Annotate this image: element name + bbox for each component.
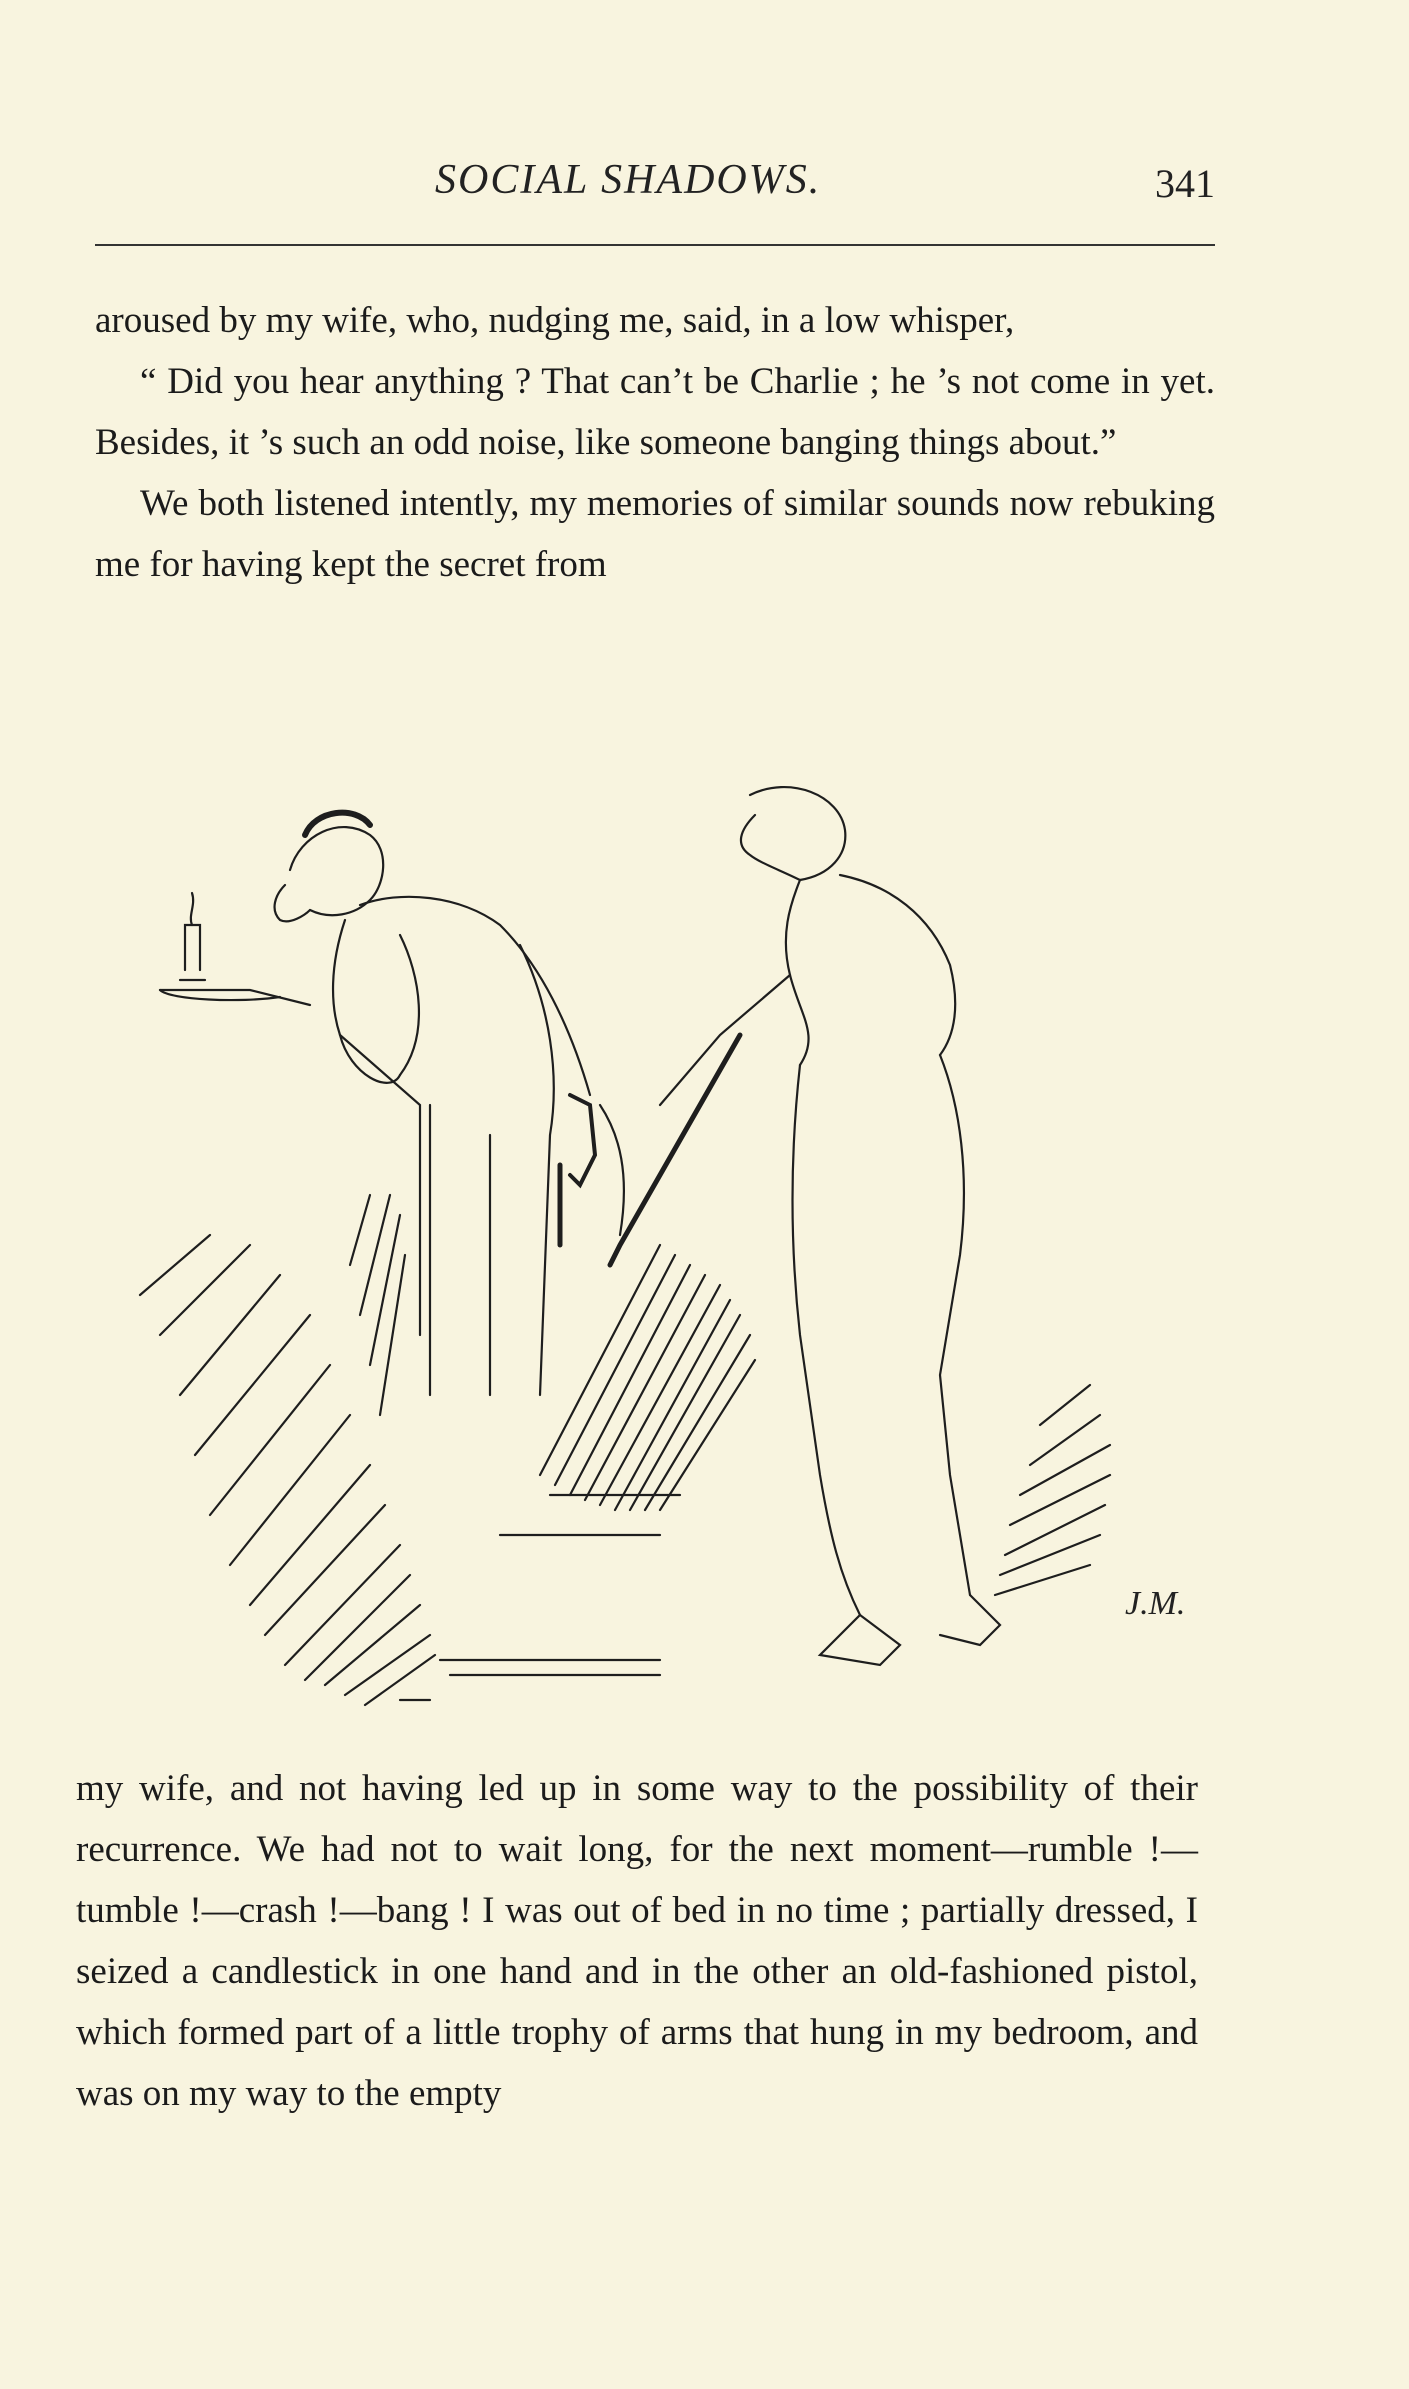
body-text-bottom bbox=[76, 1758, 1198, 2124]
illustrator-signature: J.M. bbox=[1125, 1585, 1186, 1622]
floor-lines bbox=[400, 1495, 680, 1700]
paragraph-4: my wife, and not having led up in some way to the possibility of their recurrence. We had not to wait long, for the next moment—rumble !—tumble !—crash !—bang ! I was out of bed in no time ; partially dressed, I seized a candlestick in one hand and in the other an old-fashioned pistol, which formed part of a little trophy of arms that hung in my bedroom, and was on my way to the empty bbox=[76, 1768, 1198, 2114]
hatching-left bbox=[140, 1195, 435, 1705]
header-rule bbox=[95, 244, 1215, 246]
body-text-top bbox=[95, 290, 1215, 595]
paragraph-1: aroused by my wife, who, nudging me, said, in a low whisper, bbox=[95, 300, 1015, 341]
paragraph-2: “ Did you hear anything ? That can’t be Charlie ; he ’s not come in yet. Besides, it ’s such an odd noise, like someone banging things about.” bbox=[95, 361, 1215, 463]
hatching-middle bbox=[540, 1245, 755, 1510]
paragraph-3: We both listened intently, my memories of similar sounds now rebuking me for having kept the secret from bbox=[95, 483, 1215, 585]
figure-woman bbox=[610, 787, 1000, 1665]
page-number: 341 bbox=[1155, 161, 1215, 206]
figure-man bbox=[160, 813, 624, 1395]
hatching-right bbox=[995, 1385, 1110, 1595]
illustration bbox=[100, 775, 1260, 1725]
page-header bbox=[95, 150, 1215, 210]
running-title: SOCIAL SHADOWS. bbox=[435, 157, 822, 203]
